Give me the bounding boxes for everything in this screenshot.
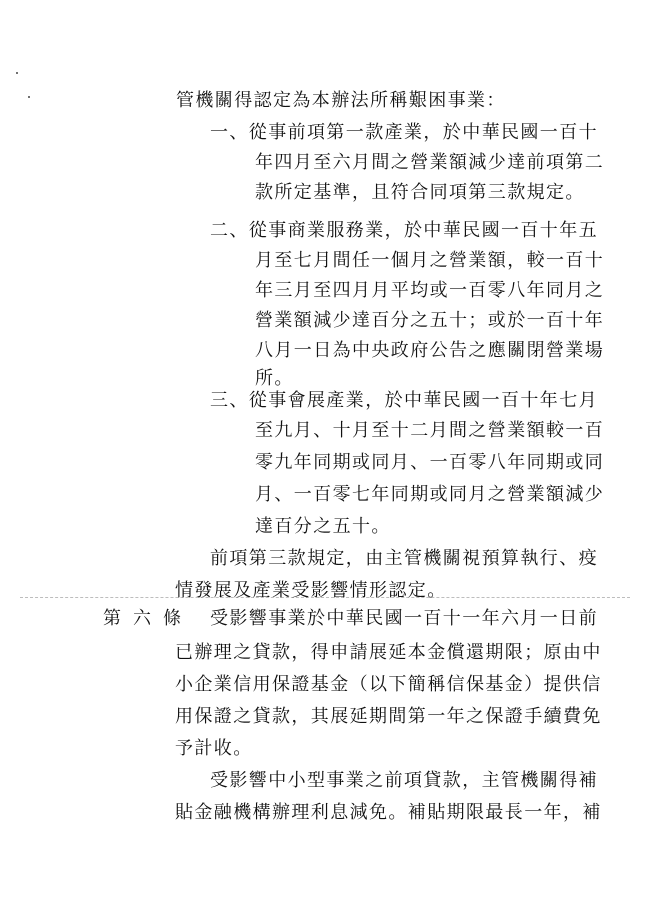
- list-item-2-line: 年三月至四月月平均或一百零八年同月之: [255, 280, 605, 301]
- list-item-3-line: 零九年同期或同月、一百零八年同期或同: [255, 452, 605, 473]
- scan-speck: [16, 72, 18, 74]
- list-item-1-line: 一、從事前項第一款產業，於中華民國一百十: [210, 122, 598, 143]
- list-item-2-line: 所。: [255, 368, 294, 389]
- article-label-char: 第: [103, 608, 121, 629]
- list-item-2-line: 二、從事商業服務業，於中華民國一百十年五: [210, 220, 598, 241]
- scan-speck: [28, 96, 30, 98]
- list-item-2-line: 月至七月間任一個月之營業額，較一百十: [255, 250, 605, 271]
- article-label-char: 條: [163, 608, 181, 629]
- list-item-3-line: 三、從事會展產業，於中華民國一百十年七月: [210, 390, 598, 411]
- paragraph-line: 前項第三款規定，由主管機關視預算執行、疫: [210, 548, 598, 569]
- article-line: 予計收。: [175, 738, 253, 759]
- list-item-2-line: 營業額減少達百分之五十；或於一百十年: [255, 310, 605, 331]
- list-item-3-line: 至九月、十月至十二月間之營業額較一百: [255, 420, 605, 441]
- article-line: 用保證之貸款，其展延期間第一年之保證手續費免: [175, 706, 602, 727]
- article-line: 貼金融機構辦理利息減免。補貼期限最長一年，補: [175, 802, 602, 823]
- list-item-1-line: 款所定基準，且符合同項第三款規定。: [255, 182, 585, 203]
- list-item-1-line: 年四月至六月間之營業額減少達前項第二: [255, 152, 605, 173]
- paragraph-line: 情發展及產業受影響情形認定。: [175, 580, 447, 601]
- text-line: 管機關得認定為本辦法所稱艱困事業：: [176, 90, 506, 111]
- article-label-char: 六: [133, 608, 151, 629]
- list-item-2-line: 八月一日為中央政府公告之應關閉營業場: [255, 340, 605, 361]
- article-line: 已辦理之貸款，得申請展延本金償還期限；原由中: [175, 642, 602, 663]
- list-item-3-line: 月、一百零七年同期或同月之營業額減少: [255, 484, 605, 505]
- article-line: 受影響事業於中華民國一百十一年六月一日前: [210, 608, 598, 629]
- article-line: 小企業信用保證基金（以下簡稱信保基金）提供信: [175, 674, 602, 695]
- article-line: 受影響中小型事業之前項貸款，主管機關得補: [210, 770, 598, 791]
- list-item-3-line: 達百分之五十。: [255, 516, 391, 537]
